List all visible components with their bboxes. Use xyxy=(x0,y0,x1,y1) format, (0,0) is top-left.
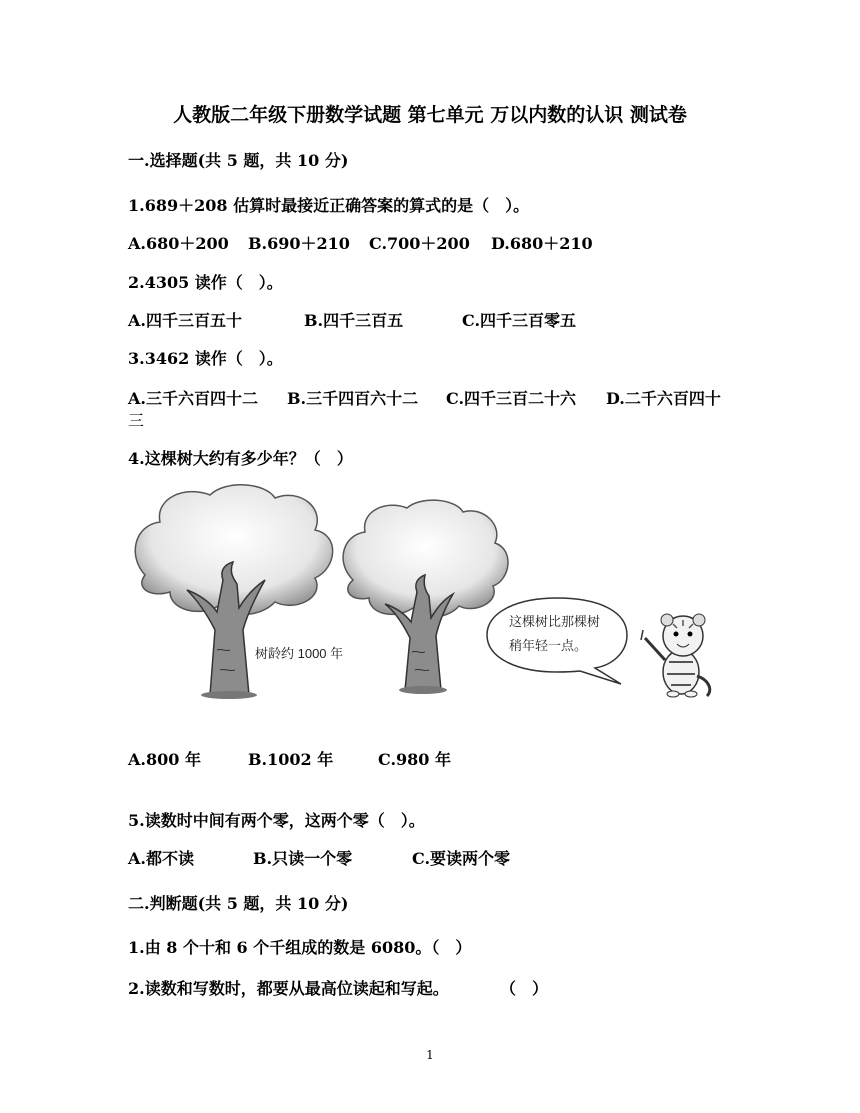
q1-option-a: A.680＋200 xyxy=(128,234,229,253)
judge-q2-paren: （ ） xyxy=(500,979,549,998)
q4-stem: 4.这棵树大约有多少年？（ ） xyxy=(128,449,353,468)
q1-option-c: C.700＋200 xyxy=(369,234,470,253)
tree-comparison-figure xyxy=(125,480,725,710)
tree-illustration xyxy=(125,480,725,710)
q2-stem: 2.4305 读作（ ）。 xyxy=(128,273,283,292)
q3-option-d: D.二千六百四十 xyxy=(606,389,721,408)
q3-option-c: C.四千三百二十六 xyxy=(446,389,577,408)
q1-option-b: B.690＋210 xyxy=(248,234,350,253)
q5-stem: 5.读数时中间有两个零，这两个零（ ）。 xyxy=(128,811,425,830)
q5-option-c: C.要读两个零 xyxy=(412,849,511,868)
q3-stem: 3.3462 读作（ ）。 xyxy=(128,349,283,368)
q4-option-b: B.1002 年 xyxy=(248,750,334,769)
old-tree xyxy=(135,485,332,699)
page-title: 人教版二年级下册数学试题 第七单元 万以内数的认识 测试卷 xyxy=(173,104,687,126)
judge-q1: 1.由 8 个十和 6 个千组成的数是 6080。（ ） xyxy=(128,938,472,957)
q3-option-b: B.三千四百六十二 xyxy=(287,389,419,408)
q1-stem: 1.689＋208 估算时最接近正确答案的算式的是（ ）。 xyxy=(128,196,530,215)
q4-option-a: A.800 年 xyxy=(128,750,201,769)
young-tree xyxy=(343,500,508,694)
q2-option-a: A.四千三百五十 xyxy=(128,311,242,330)
q5-option-a: A.都不读 xyxy=(128,849,194,868)
speech-line-1: 这棵树比那棵树 xyxy=(509,614,601,629)
tree-age-label: 树龄约 1000 年 xyxy=(255,646,344,661)
q5-option-b: B.只读一个零 xyxy=(253,849,353,868)
q3-option-d-wrap: 三 xyxy=(128,411,145,430)
page-number: 1 xyxy=(426,1048,434,1062)
speech-line-2: 稍年轻一点。 xyxy=(509,638,588,653)
q4-option-c: C.980 年 xyxy=(378,750,451,769)
q1-option-d: D.680＋210 xyxy=(491,234,593,253)
section1-heading: 一.选择题(共 5 题，共 10 分) xyxy=(128,151,349,170)
q2-option-b: B.四千三百五 xyxy=(304,311,404,330)
tiger-cub-icon xyxy=(641,614,710,697)
judge-q2: 2.读数和写数时，都要从最高位读起和写起。 xyxy=(128,979,449,998)
q2-option-c: C.四千三百零五 xyxy=(462,311,577,330)
q3-option-a: A.三千六百四十二 xyxy=(128,389,258,408)
section2-heading: 二.判断题(共 5 题，共 10 分) xyxy=(128,894,349,913)
